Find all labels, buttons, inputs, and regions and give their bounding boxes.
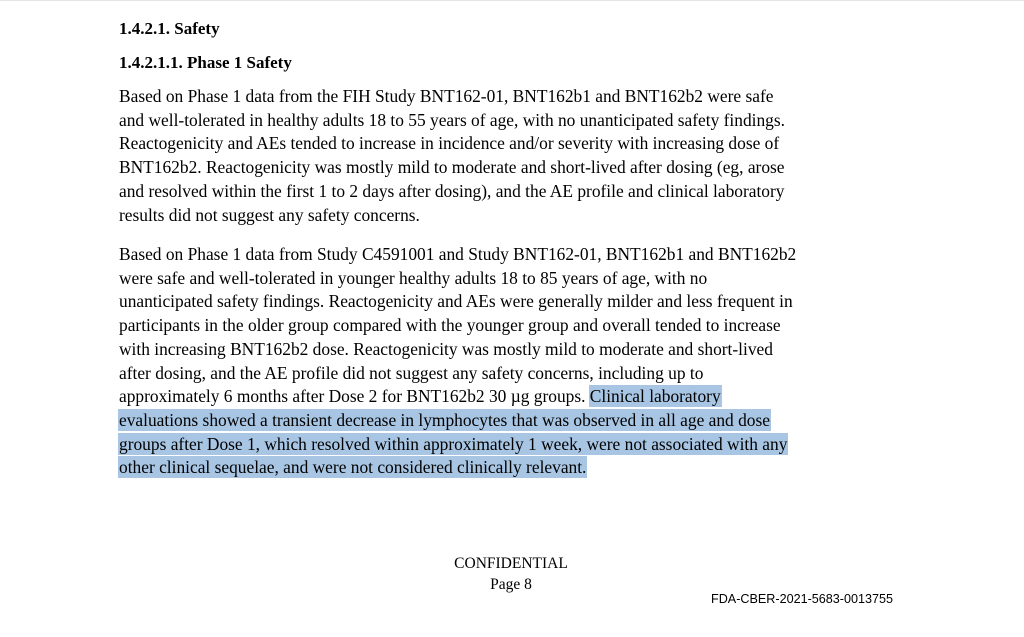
text-line <box>119 385 909 409</box>
paragraph-phase1-fih <box>119 85 909 227</box>
page-number: Page 8 <box>490 576 532 593</box>
paragraph-phase1-c4591001 <box>119 243 909 480</box>
document-id-stamp: FDA-CBER-2021-5683-0013755 <box>711 592 894 606</box>
text-line[interactable]: participants in the older group compared with the younger group and overall tended to increase <box>119 315 781 336</box>
text-line[interactable]: BNT162b2. Reactogenicity was mostly mild to moderate and short-lived after dosing (eg, arose <box>119 157 785 178</box>
text-line <box>119 433 909 457</box>
highlighted-text-selection[interactable]: evaluations showed a transient decrease in lymphocytes that was observed in all age and dose <box>119 409 770 430</box>
text-segment[interactable]: approximately 6 months after Dose 2 for BNT162b2 30 µg groups. <box>119 386 590 407</box>
text-line[interactable]: and resolved within the first 1 to 2 days after dosing), and the AE profile and clinical laboratory <box>119 180 785 201</box>
text-line[interactable]: Based on Phase 1 data from Study C4591001 and Study BNT162-01, BNT162b1 and BNT162b2 <box>119 244 797 264</box>
text-line[interactable]: Reactogenicity and AEs tended to increase in incidence and/or severity with increasing dose of <box>119 133 780 154</box>
text-line[interactable]: with increasing BNT162b2 dose. Reactogenicity was mostly mild to moderate and short-lived <box>119 338 773 359</box>
text-line[interactable]: were safe and well-tolerated in younger healthy adults 18 to 85 years of age, with no <box>119 267 708 288</box>
section-heading-phase-1-safety: 1.4.2.1.1. Phase 1 Safety <box>119 53 292 72</box>
highlighted-text-selection[interactable]: other clinical sequelae, and were not considered clinically relevant. <box>119 457 587 478</box>
text-line[interactable]: and well-tolerated in healthy adults 18 to 55 years of age, with no unanticipated safety findings. <box>119 109 785 130</box>
confidential-label: CONFIDENTIAL <box>454 555 568 572</box>
page-top-edge <box>0 0 1024 1</box>
text-line[interactable]: results did not suggest any safety concerns. <box>119 204 420 225</box>
highlighted-text-selection[interactable]: groups after Dose 1, which resolved within approximately 1 week, were not associated with any <box>119 433 788 454</box>
highlighted-text-selection[interactable]: Clinical laboratory <box>589 386 721 407</box>
text-line <box>119 456 909 480</box>
text-line[interactable]: after dosing, and the AE profile did not suggest any safety concerns, including up to <box>119 362 704 383</box>
text-line <box>119 409 909 433</box>
text-line[interactable]: unanticipated safety findings. Reactogenicity and AEs were generally milder and less frequent in <box>119 291 793 312</box>
text-line[interactable]: Based on Phase 1 data from the FIH Study BNT162-01, BNT162b1 and BNT162b2 were safe <box>119 86 774 106</box>
section-heading-safety: 1.4.2.1. Safety <box>119 19 220 38</box>
